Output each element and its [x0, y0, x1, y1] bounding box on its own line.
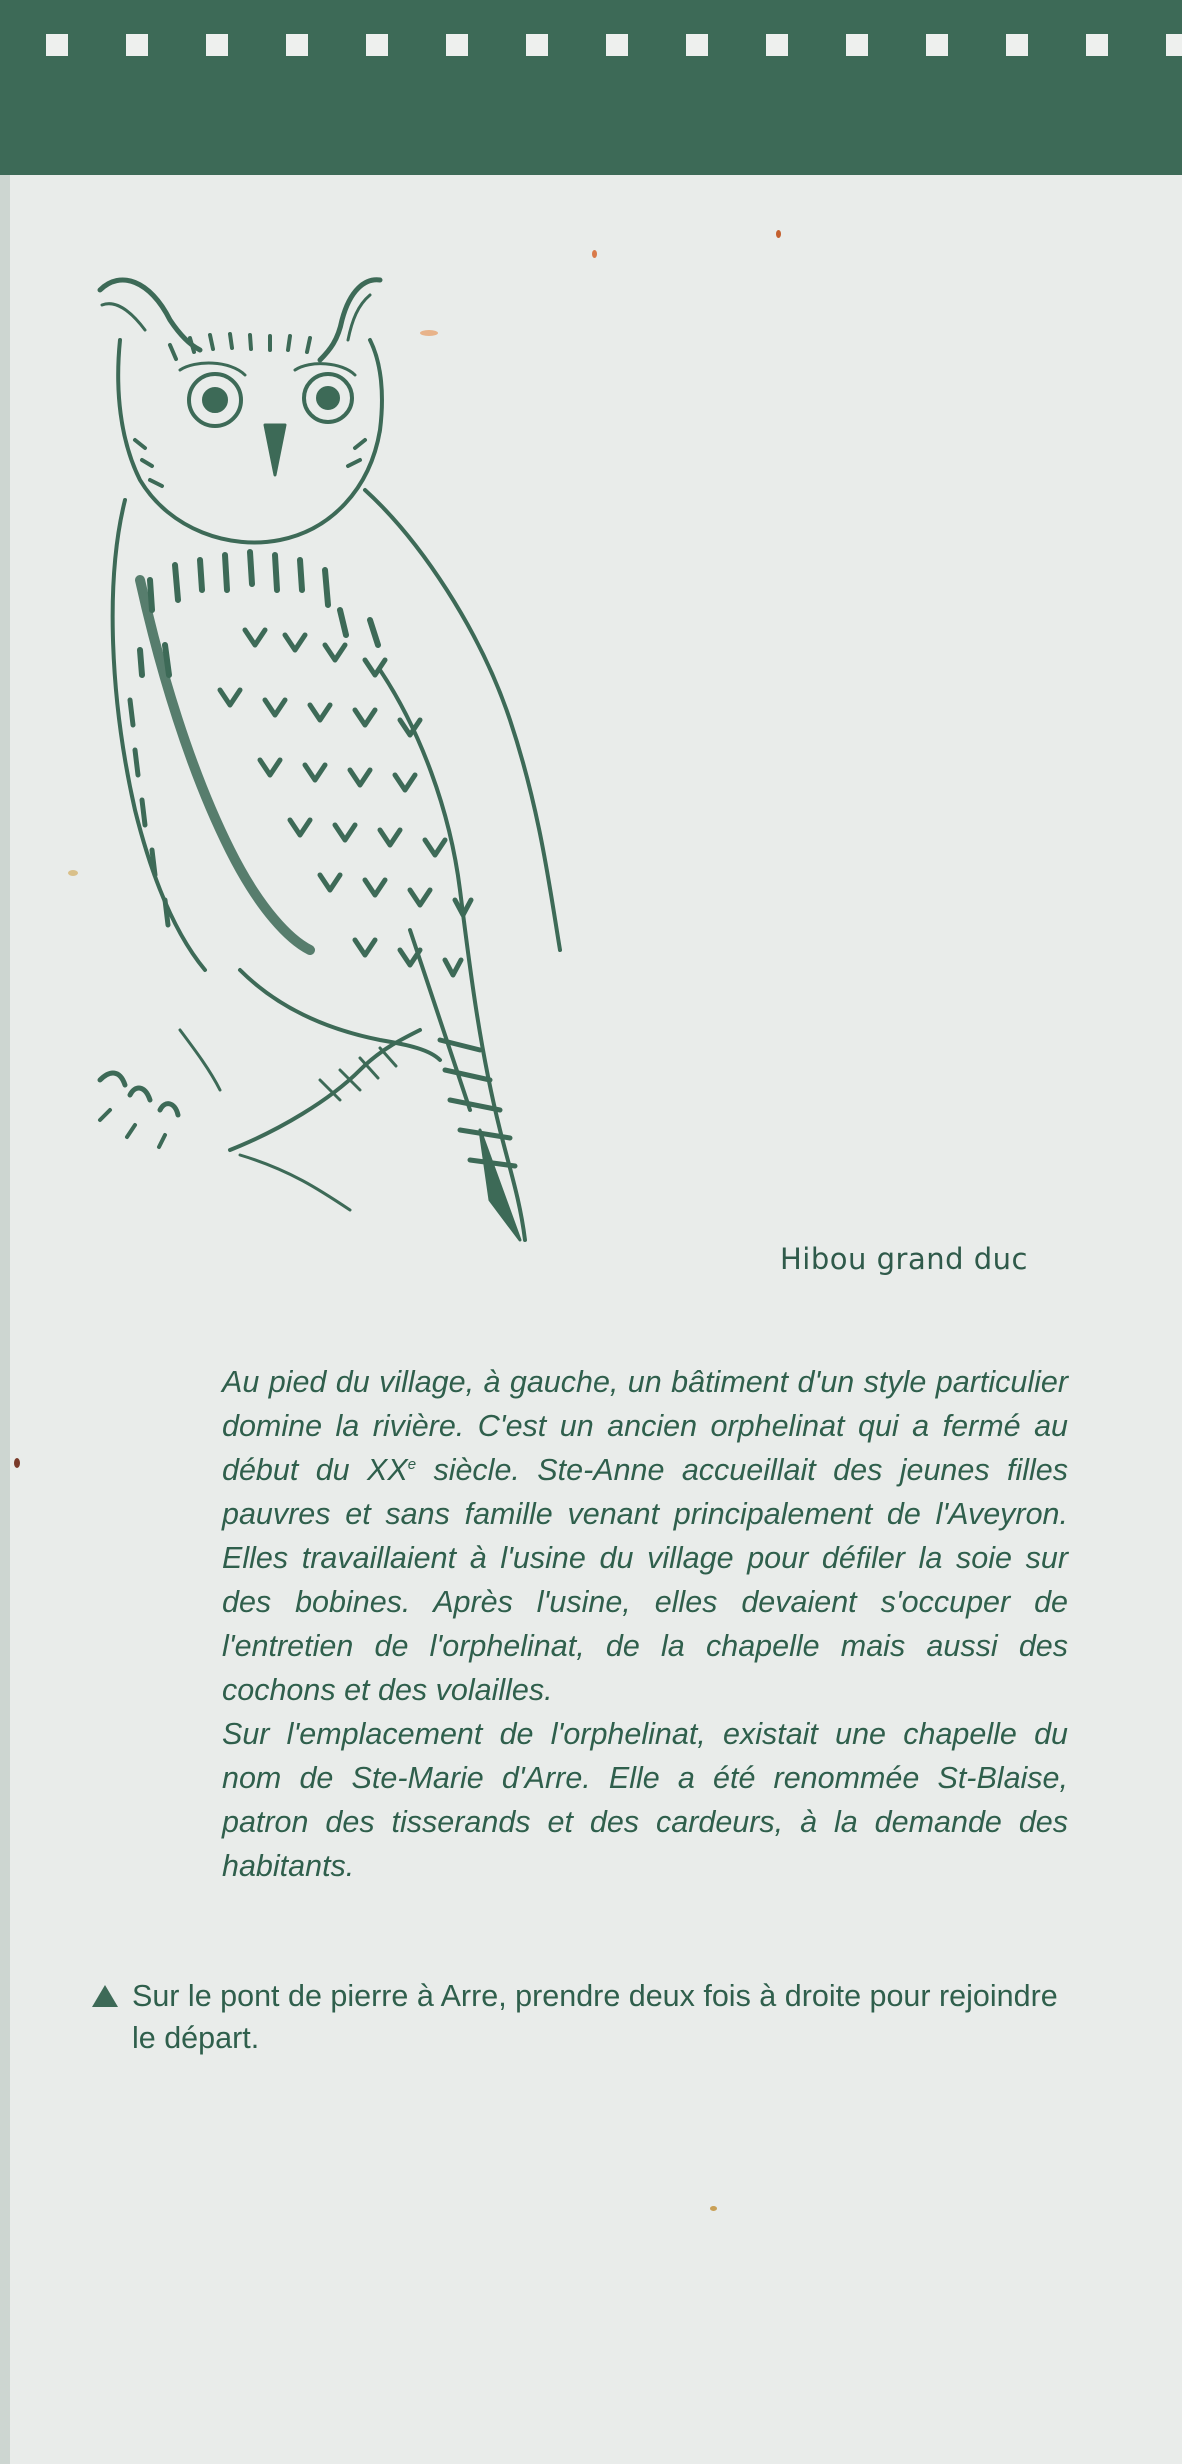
perforation-hole [286, 34, 308, 56]
instruction-text: Sur le pont de pierre à Arre, prendre deux fois à droite pour rejoindre le départ. [132, 1979, 1058, 2055]
owl-drawing-icon [80, 250, 720, 1300]
paper-speck [710, 2206, 717, 2211]
perforation-hole [1086, 34, 1108, 56]
figure-caption: Hibou grand duc [780, 1242, 1028, 1276]
header-band [0, 0, 1182, 175]
perforation-row [0, 34, 1182, 62]
perforation-hole [686, 34, 708, 56]
century-superscript: e [407, 1455, 417, 1473]
body-text [222, 1360, 1068, 1888]
paper-speck [68, 870, 78, 876]
perforation-hole [1006, 34, 1028, 56]
perforation-hole [846, 34, 868, 56]
century-numeral: XX [367, 1453, 408, 1487]
paragraph-1-continued: siècle. Ste-Anne accueillait des jeunes filles pauvres et sans famille venant principalement de l'Aveyron. Elles travaillaient à l'usine du village pour défiler la soie sur des bobines. Après l'usine, elles devaient s'occuper de l'entretien de l'orphelinat, de la chapelle mais aussi des cochons et des volailles. [222, 1453, 1068, 1707]
paragraph-1-text: Au pied du village, à gauche, un bâtiment d'un style particulier domine la rivière. C'est un ancien orphelinat qui a fermé au début du [222, 1365, 1068, 1487]
paper-speck [776, 230, 781, 238]
perforation-hole [446, 34, 468, 56]
perforation-hole [366, 34, 388, 56]
perforation-hole [926, 34, 948, 56]
paper-speck [420, 330, 438, 336]
perforation-hole [606, 34, 628, 56]
left-margin-strip [0, 175, 10, 2464]
owl-illustration [80, 250, 720, 1300]
perforation-hole [206, 34, 228, 56]
perforation-hole [126, 34, 148, 56]
paragraph-2: Sur l'emplacement de l'orphelinat, existait une chapelle du nom de Ste-Marie d'Arre. Elle a été renommée St-Blaise, patron des tisserands et des cardeurs, à la demande des habitants. [222, 1717, 1068, 1883]
paper-speck [14, 1458, 20, 1468]
perforation-hole [766, 34, 788, 56]
perforation-hole [526, 34, 548, 56]
triangle-up-icon [92, 1985, 118, 2007]
paper-speck [592, 250, 597, 258]
paragraph-1 [222, 1360, 1068, 1712]
perforation-hole [46, 34, 68, 56]
perforation-hole [1166, 34, 1182, 56]
route-instruction [92, 1975, 1082, 2059]
